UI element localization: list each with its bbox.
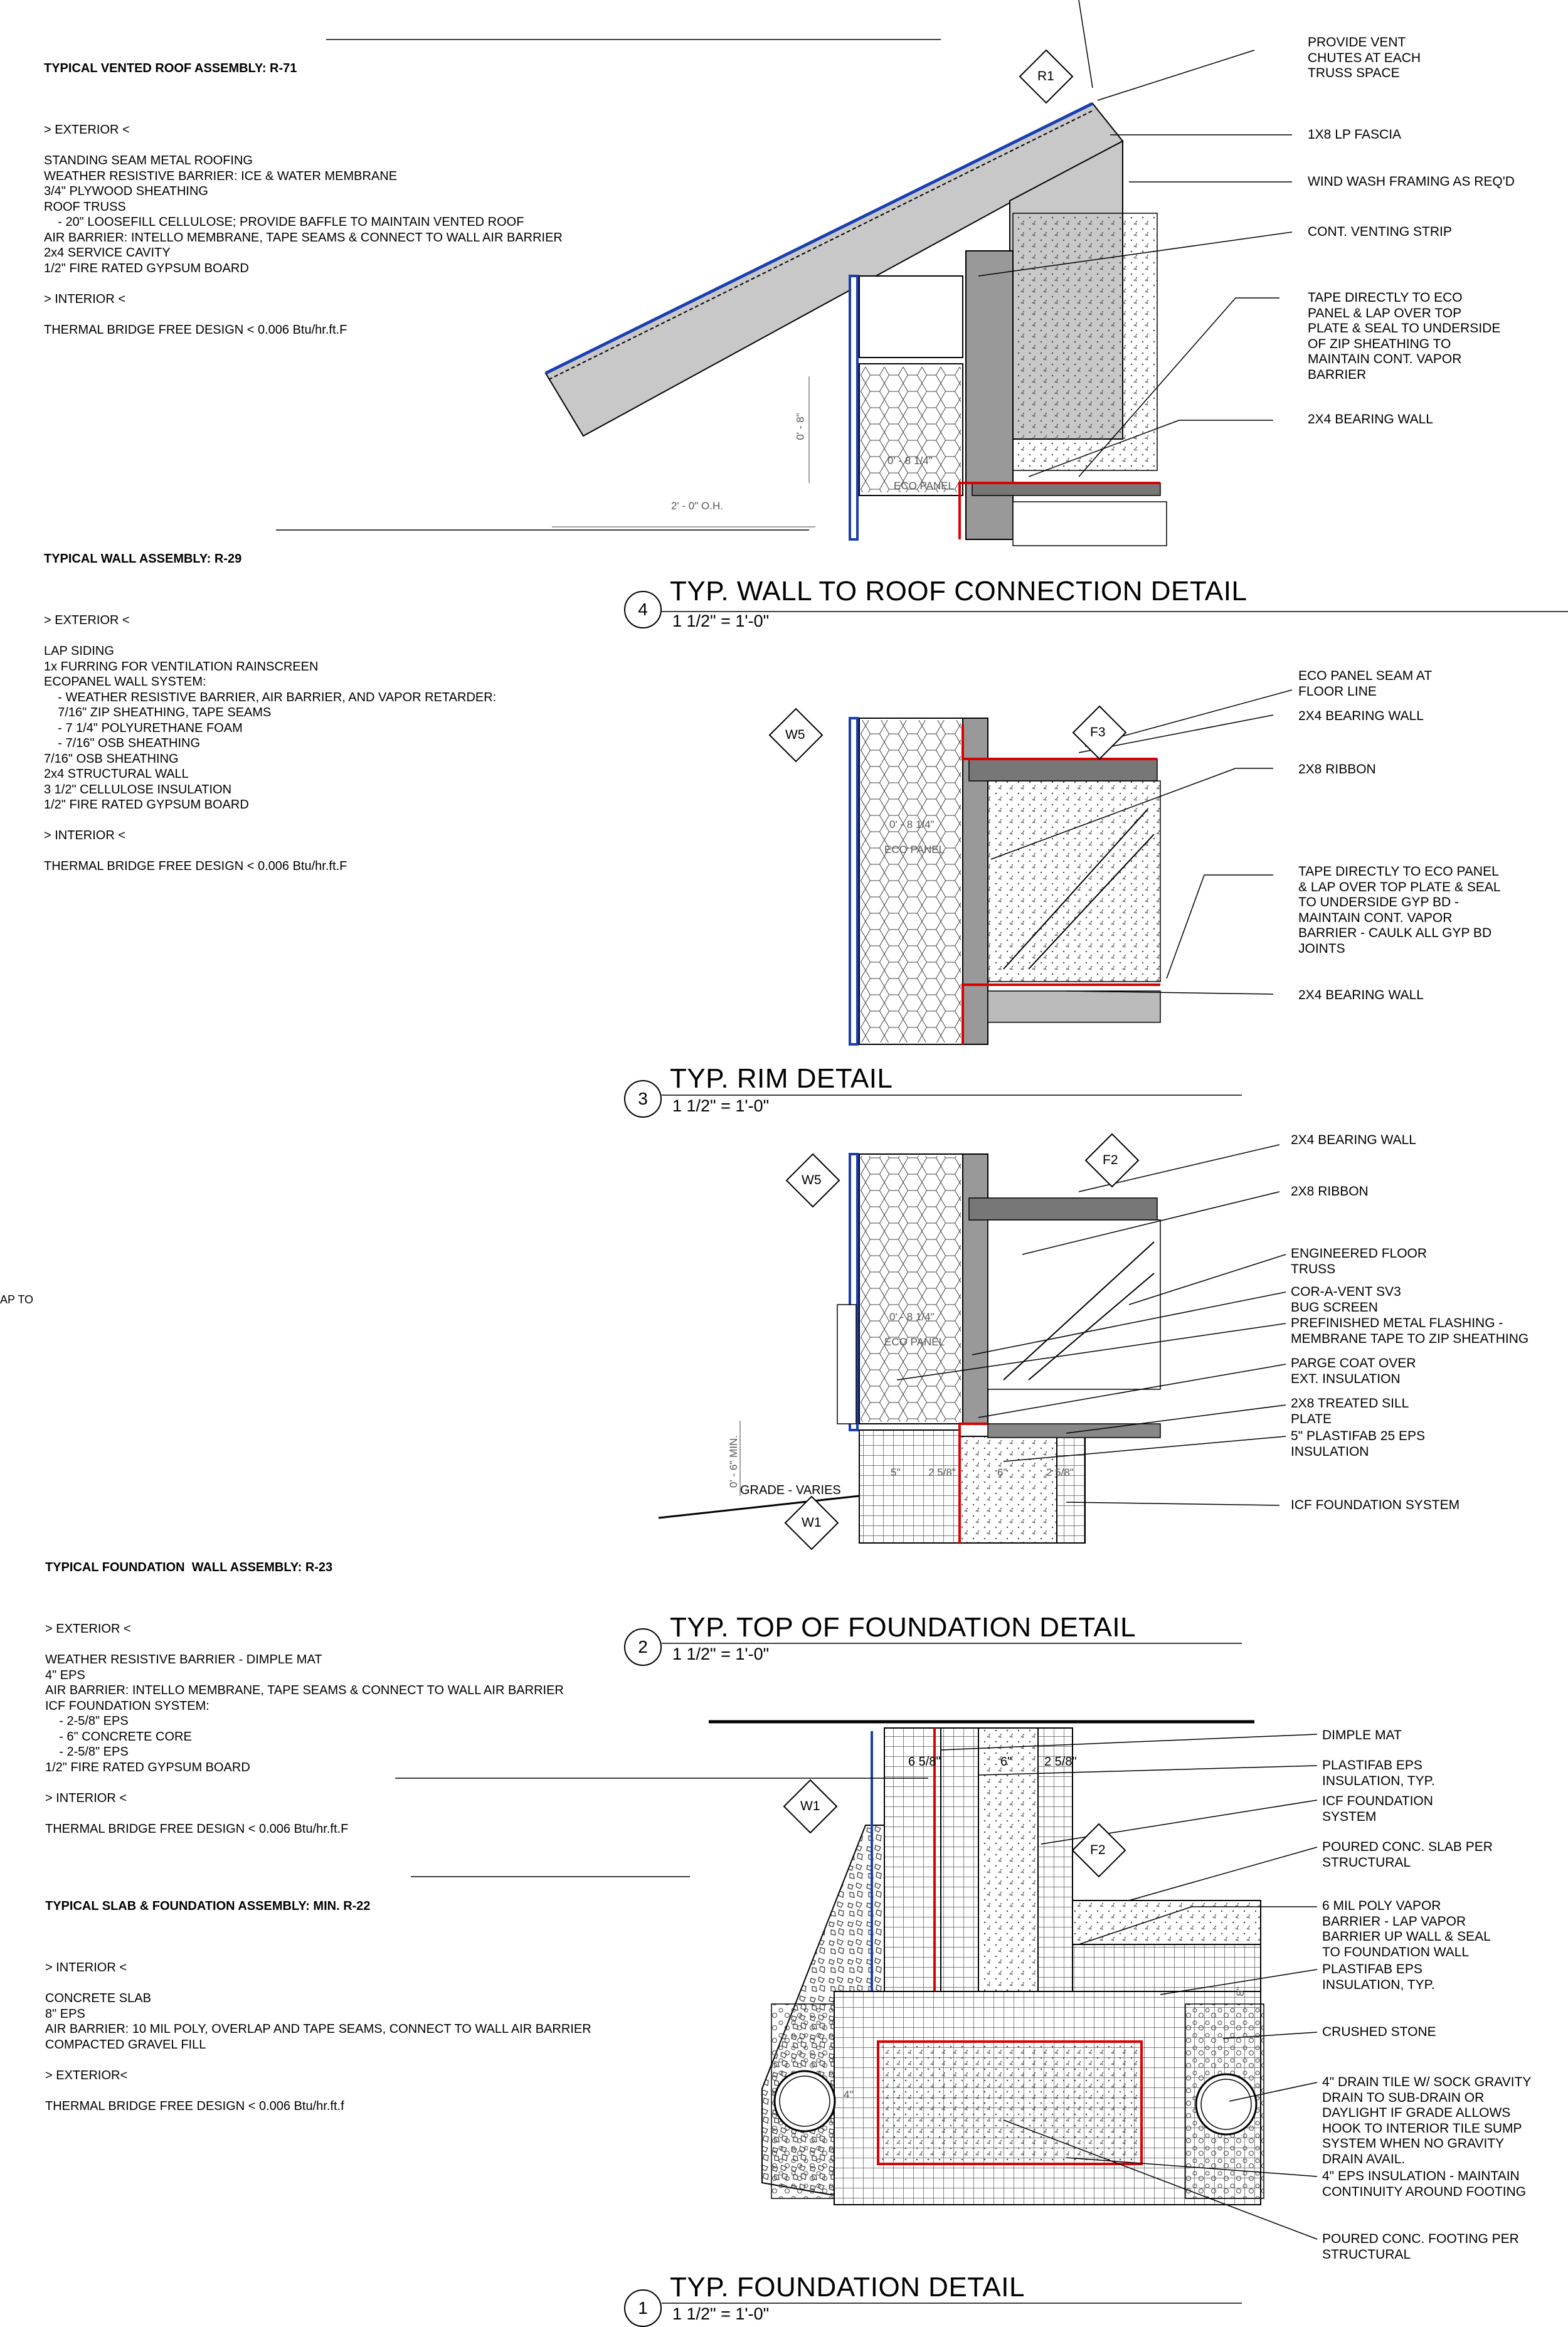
spec-line: 8" EPS [45, 2006, 85, 2021]
wall-spec-lines [44, 598, 496, 874]
detail-title-3: TYP. RIM DETAIL [670, 1063, 893, 1094]
spec-line [45, 1775, 564, 1791]
spec-line: THERMAL BRIDGE FREE DESIGN < 0.006 Btu/hr.ft.f [45, 2099, 344, 2113]
spec-line [44, 307, 563, 322]
spec-line [45, 1637, 564, 1653]
spec-line: 1/2" FIRE RATED GYPSUM BOARD [45, 1760, 250, 1774]
spec-line: ECOPANEL WALL SYSTEM: [44, 675, 206, 689]
wall-spec-heading: TYPICAL WALL ASSEMBLY: R-29 [44, 552, 242, 566]
spec-line: ICF FOUNDATION SYSTEM: [45, 1699, 209, 1713]
tag-f3: F3 [1090, 725, 1106, 739]
spec-line [44, 276, 563, 292]
detail-4-drawing [546, 103, 1167, 546]
grade-label: GRADE - VARIES [740, 1483, 841, 1497]
tag-f2-foundation: F2 [1090, 1843, 1106, 1857]
spec-line: AIR BARRIER: INTELLO MEMBRANE, TAPE SEAMS & CONNECT TO WALL AIR BARRIER [44, 230, 563, 245]
spec-line: COMPACTED GRAVEL FILL [45, 2037, 206, 2052]
dim-d2-a: 5" [891, 1466, 901, 1478]
spec-line [44, 107, 563, 123]
spec-line: 7/16" OSB SHEATHING [44, 751, 179, 766]
spec-line [45, 2083, 591, 2099]
spec-line: 4" EPS [45, 1668, 85, 1682]
note-d3-tape-eco-panel: TAPE DIRECTLY TO ECO PANEL & LAP OVER TOP PLATE & SEAL TO UNDERSIDE GYP BD - MAINTAIN CONT. VAPOR BARRIER - CAULK ALL GYP BD JOINTS [1298, 864, 1501, 956]
note-d1-conc-slab: POURED CONC. SLAB PER STRUCTURAL [1322, 1840, 1493, 1870]
spec-line: > EXTERIOR < [44, 613, 130, 627]
roof-spec-lines [44, 107, 563, 338]
spec-line: - WEATHER RESISTIVE BARRIER, AIR BARRIER, AND VAPOR RETARDER: [44, 690, 497, 704]
spec-line: - 7 1/4" POLYURETHANE FOAM [44, 721, 243, 735]
spec-line: - 2-5/8" EPS [45, 1745, 129, 1759]
note-d1-poly-vapor-barrier: 6 MIL POLY VAPOR BARRIER - LAP VAPOR BARRIER UP WALL & SEAL TO FOUNDATION WALL [1322, 1899, 1491, 1959]
dim-d4-eco-panel: ECO PANEL [894, 480, 955, 492]
spec-line: 1/2" FIRE RATED GYPSUM BOARD [44, 798, 249, 812]
detail-title-4: TYP. WALL TO ROOF CONNECTION DETAIL [670, 576, 1248, 607]
spec-line: 1/2" FIRE RATED GYPSUM BOARD [44, 261, 249, 275]
foundation-wall-spec-lines [45, 1606, 564, 1837]
dim-d2-b: 2 5/8" [928, 1466, 956, 1478]
spec-line: 3 1/2" CELLULOSE INSULATION [44, 782, 232, 797]
dim-d3-eco-panel: ECO PANEL [884, 844, 945, 856]
note-d4-fascia: 1X8 LP FASCIA [1308, 127, 1402, 142]
spec-line [45, 1976, 591, 1991]
note-d1-conc-footing: POURED CONC. FOOTING PER STRUCTURAL [1322, 2232, 1519, 2262]
spec-line: STANDING SEAM METAL ROOFING [44, 154, 253, 167]
note-d2-cor-a-vent: COR-A-VENT SV3 BUG SCREEN [1291, 1285, 1401, 1315]
slab-assembly-spec [45, 1868, 591, 2129]
note-d1-icf-foundation: ICF FOUNDATION SYSTEM [1322, 1794, 1433, 1824]
note-d4-vent-chutes: PROVIDE VENT CHUTES AT EACH TRUSS SPACE [1308, 35, 1421, 80]
tag-f2-top: F2 [1103, 1153, 1118, 1167]
spec-line: > INTERIOR < [44, 292, 126, 306]
detail-number-4: 4 [624, 591, 662, 628]
spec-line: THERMAL BRIDGE FREE DESIGN < 0.006 Btu/hr.ft.F [44, 322, 347, 337]
dim-d2-eco-panel: ECO PANEL [884, 1336, 945, 1348]
detail-scale-1: 1 1/2" = 1'-0" [672, 2304, 770, 2323]
spec-line: THERMAL BRIDGE FREE DESIGN < 0.006 Btu/hr.ft.F [45, 1821, 349, 1836]
spec-line: > INTERIOR < [44, 829, 126, 842]
spec-line: WEATHER RESISTIVE BARRIER - DIMPLE MAT [45, 1653, 322, 1667]
detail-title-2: TYP. TOP OF FOUNDATION DETAIL [670, 1612, 1136, 1643]
spec-line [44, 813, 496, 829]
tag-w1-foundation: W1 [800, 1799, 820, 1813]
spec-line [45, 1606, 564, 1622]
dim-d1-8: 8" [1234, 1986, 1246, 1996]
note-d2-bearing-wall: 2X4 BEARING WALL [1291, 1133, 1416, 1147]
tag-w5-rim: W5 [785, 728, 805, 742]
detail-scale-4: 1 1/2" = 1'-0" [672, 612, 770, 630]
note-d3-bearing-wall: 2X4 BEARING WALL [1298, 709, 1424, 723]
spec-line: > INTERIOR < [45, 1791, 127, 1805]
note-d1-eps-footing: 4" EPS INSULATION - MAINTAIN CONTINUITY AROUND FOOTING [1322, 2169, 1527, 2199]
detail-title-1: TYP. FOUNDATION DETAIL [670, 2272, 1025, 2303]
note-d1-plastifab-eps-2: PLASTIFAB EPS INSULATION, TYP. [1322, 1962, 1435, 1992]
note-d1-plastifab-eps: PLASTIFAB EPS INSULATION, TYP. [1322, 1758, 1435, 1788]
spec-line [45, 2052, 591, 2068]
note-d2-flashing: PREFINISHED METAL FLASHING - MEMBRANE TAPE TO ZIP SHEATHING [1291, 1316, 1529, 1346]
note-d2-parge-coat: PARGE COAT OVER EXT. INSULATION [1291, 1356, 1416, 1386]
tag-w5-foundation: W5 [802, 1173, 822, 1187]
dim-d4-panel: 0' - 8 1/4" [887, 455, 933, 467]
spec-line: 7/16" ZIP SHEATHING, TAPE SEAMS [44, 706, 272, 719]
spec-line: CONCRETE SLAB [45, 1991, 151, 2005]
spec-line: AIR BARRIER: INTELLO MEMBRANE, TAPE SEAMS & CONNECT TO WALL AIR BARRIER [45, 1683, 564, 1697]
detail-number-1: 1 [624, 2289, 662, 2327]
dim-d4-vertical: 0' - 8" [794, 413, 807, 440]
note-d2-sill-plate: 2X8 TREATED SILL PLATE [1291, 1396, 1409, 1426]
dim-d2-min: 0' - 6" MIN. [727, 1435, 739, 1488]
spec-line: > INTERIOR < [45, 1961, 127, 1975]
note-d3-panel-seam: ECO PANEL SEAM AT FLOOR LINE [1298, 669, 1433, 699]
dim-d2-c: 6" [997, 1466, 1007, 1478]
note-d4-bearing-wall: 2X4 BEARING WALL [1308, 412, 1433, 427]
slab-spec-lines [45, 1945, 591, 2114]
spec-line [45, 1806, 564, 1821]
note-d4-venting-strip: CONT. VENTING STRIP [1308, 225, 1452, 239]
detail-number-2: 2 [624, 1628, 662, 1666]
spec-line: > EXTERIOR < [44, 123, 130, 137]
spec-line: 1x FURRING FOR VENTILATION RAINSCREEN [44, 659, 319, 674]
spec-line: 3/4" PLYWOOD SHEATHING [44, 184, 208, 198]
note-d3-ribbon: 2X8 RIBBON [1298, 762, 1376, 777]
note-d2-ribbon: 2X8 RIBBON [1291, 1184, 1369, 1199]
spec-line: 2x4 STRUCTURAL WALL [44, 767, 189, 781]
spec-line: THERMAL BRIDGE FREE DESIGN < 0.006 Btu/hr.ft.F [44, 859, 347, 873]
detail-number-3: 3 [624, 1080, 662, 1118]
spec-line: 2x4 SERVICE CAVITY [44, 246, 171, 260]
tag-r1: R1 [1037, 69, 1054, 83]
dim-d3-panel: 0' - 8 1/4" [889, 819, 935, 830]
spec-line: LAP SIDING [44, 644, 114, 658]
spec-line: > EXTERIOR< [45, 2068, 128, 2082]
spec-line: AIR BARRIER: 10 MIL POLY, OVERLAP AND TAPE SEAMS, CONNECT TO WALL AIR BARRIER [45, 2022, 591, 2036]
spec-line [45, 1945, 591, 1961]
dim-d4-overhang: 2' - 0" O.H. [671, 500, 723, 512]
note-d4-tape-eco-panel: TAPE DIRECTLY TO ECO PANEL & LAP OVER TOP PLATE & SEAL TO UNDERSIDE OF ZIP SHEATHING TO MAINTAIN CONT. VAPOR BARRIER [1308, 290, 1501, 382]
foundation-wall-spec-heading: TYPICAL FOUNDATION WALL ASSEMBLY: R-23 [45, 1561, 333, 1574]
foundation-wall-assembly-spec [45, 1529, 564, 1852]
spec-line: WEATHER RESISTIVE BARRIER: ICE & WATER MEMBRANE [44, 169, 398, 183]
spec-line [44, 628, 496, 644]
spec-line: - 6" CONCRETE CORE [45, 1729, 192, 1744]
dim-d1-b: 6" [1000, 1755, 1012, 1769]
dim-d1-4: 4" [844, 2089, 854, 2101]
note-d2-icf-foundation: ICF FOUNDATION SYSTEM [1291, 1498, 1460, 1512]
dim-d2-d: 2 5/8" [1046, 1466, 1074, 1478]
detail-3-drawing [850, 718, 1160, 1044]
detail-1-drawing [709, 1722, 1264, 2205]
note-d1-drain-tile: 4" DRAIN TILE W/ SOCK GRAVITY DRAIN TO SUB-DRAIN OR DAYLIGHT IF GRADE ALLOWS HOOK TO INTERIOR TILE SUMP SYSTEM WHEN NO GRAVITY DRAIN AVAIL. [1322, 2075, 1532, 2166]
spec-line: ROOF TRUSS [44, 199, 126, 214]
spec-line: - 7/16" OSB SHEATHING [44, 736, 201, 750]
spec-line: - 2-5/8" EPS [45, 1714, 129, 1728]
spec-line [44, 138, 563, 154]
note-d2-floor-truss: ENGINEERED FLOOR TRUSS [1291, 1246, 1428, 1276]
spec-line: > EXTERIOR < [45, 1622, 131, 1636]
spec-line [44, 598, 496, 613]
note-d2-eps-insulation: 5" PLASTIFAB 25 EPS INSULATION [1291, 1429, 1426, 1459]
wall-assembly-spec [44, 521, 496, 889]
spec-line: - 20" LOOSEFILL CELLULOSE; PROVIDE BAFFLE TO MAINTAIN VENTED ROOF [44, 215, 524, 229]
spec-line [44, 844, 496, 859]
tag-w1-top: W1 [802, 1515, 822, 1530]
note-d1-dimple-mat: DIMPLE MAT [1322, 1728, 1402, 1742]
roof-spec-heading: TYPICAL VENTED ROOF ASSEMBLY: R-71 [44, 61, 297, 75]
note-d1-crushed-stone: CRUSHED STONE [1322, 2025, 1436, 2039]
slab-spec-heading: TYPICAL SLAB & FOUNDATION ASSEMBLY: MIN. R-22 [45, 1899, 371, 1913]
note-d4-wind-wash: WIND WASH FRAMING AS REQ'D [1308, 174, 1515, 189]
note-d3-bearing-wall-2: 2X4 BEARING WALL [1298, 988, 1424, 1002]
dim-d1-c: 2 5/8" [1044, 1755, 1077, 1769]
roof-assembly-spec [44, 30, 563, 353]
dim-d2-panel: 0' - 8 1/4" [889, 1311, 935, 1323]
dim-d1-a: 6 5/8" [908, 1755, 941, 1769]
detail-scale-3: 1 1/2" = 1'-0" [672, 1096, 770, 1115]
detail-scale-2: 1 1/2" = 1'-0" [672, 1645, 770, 1663]
cut-off-text: AP TO [0, 1293, 34, 1306]
